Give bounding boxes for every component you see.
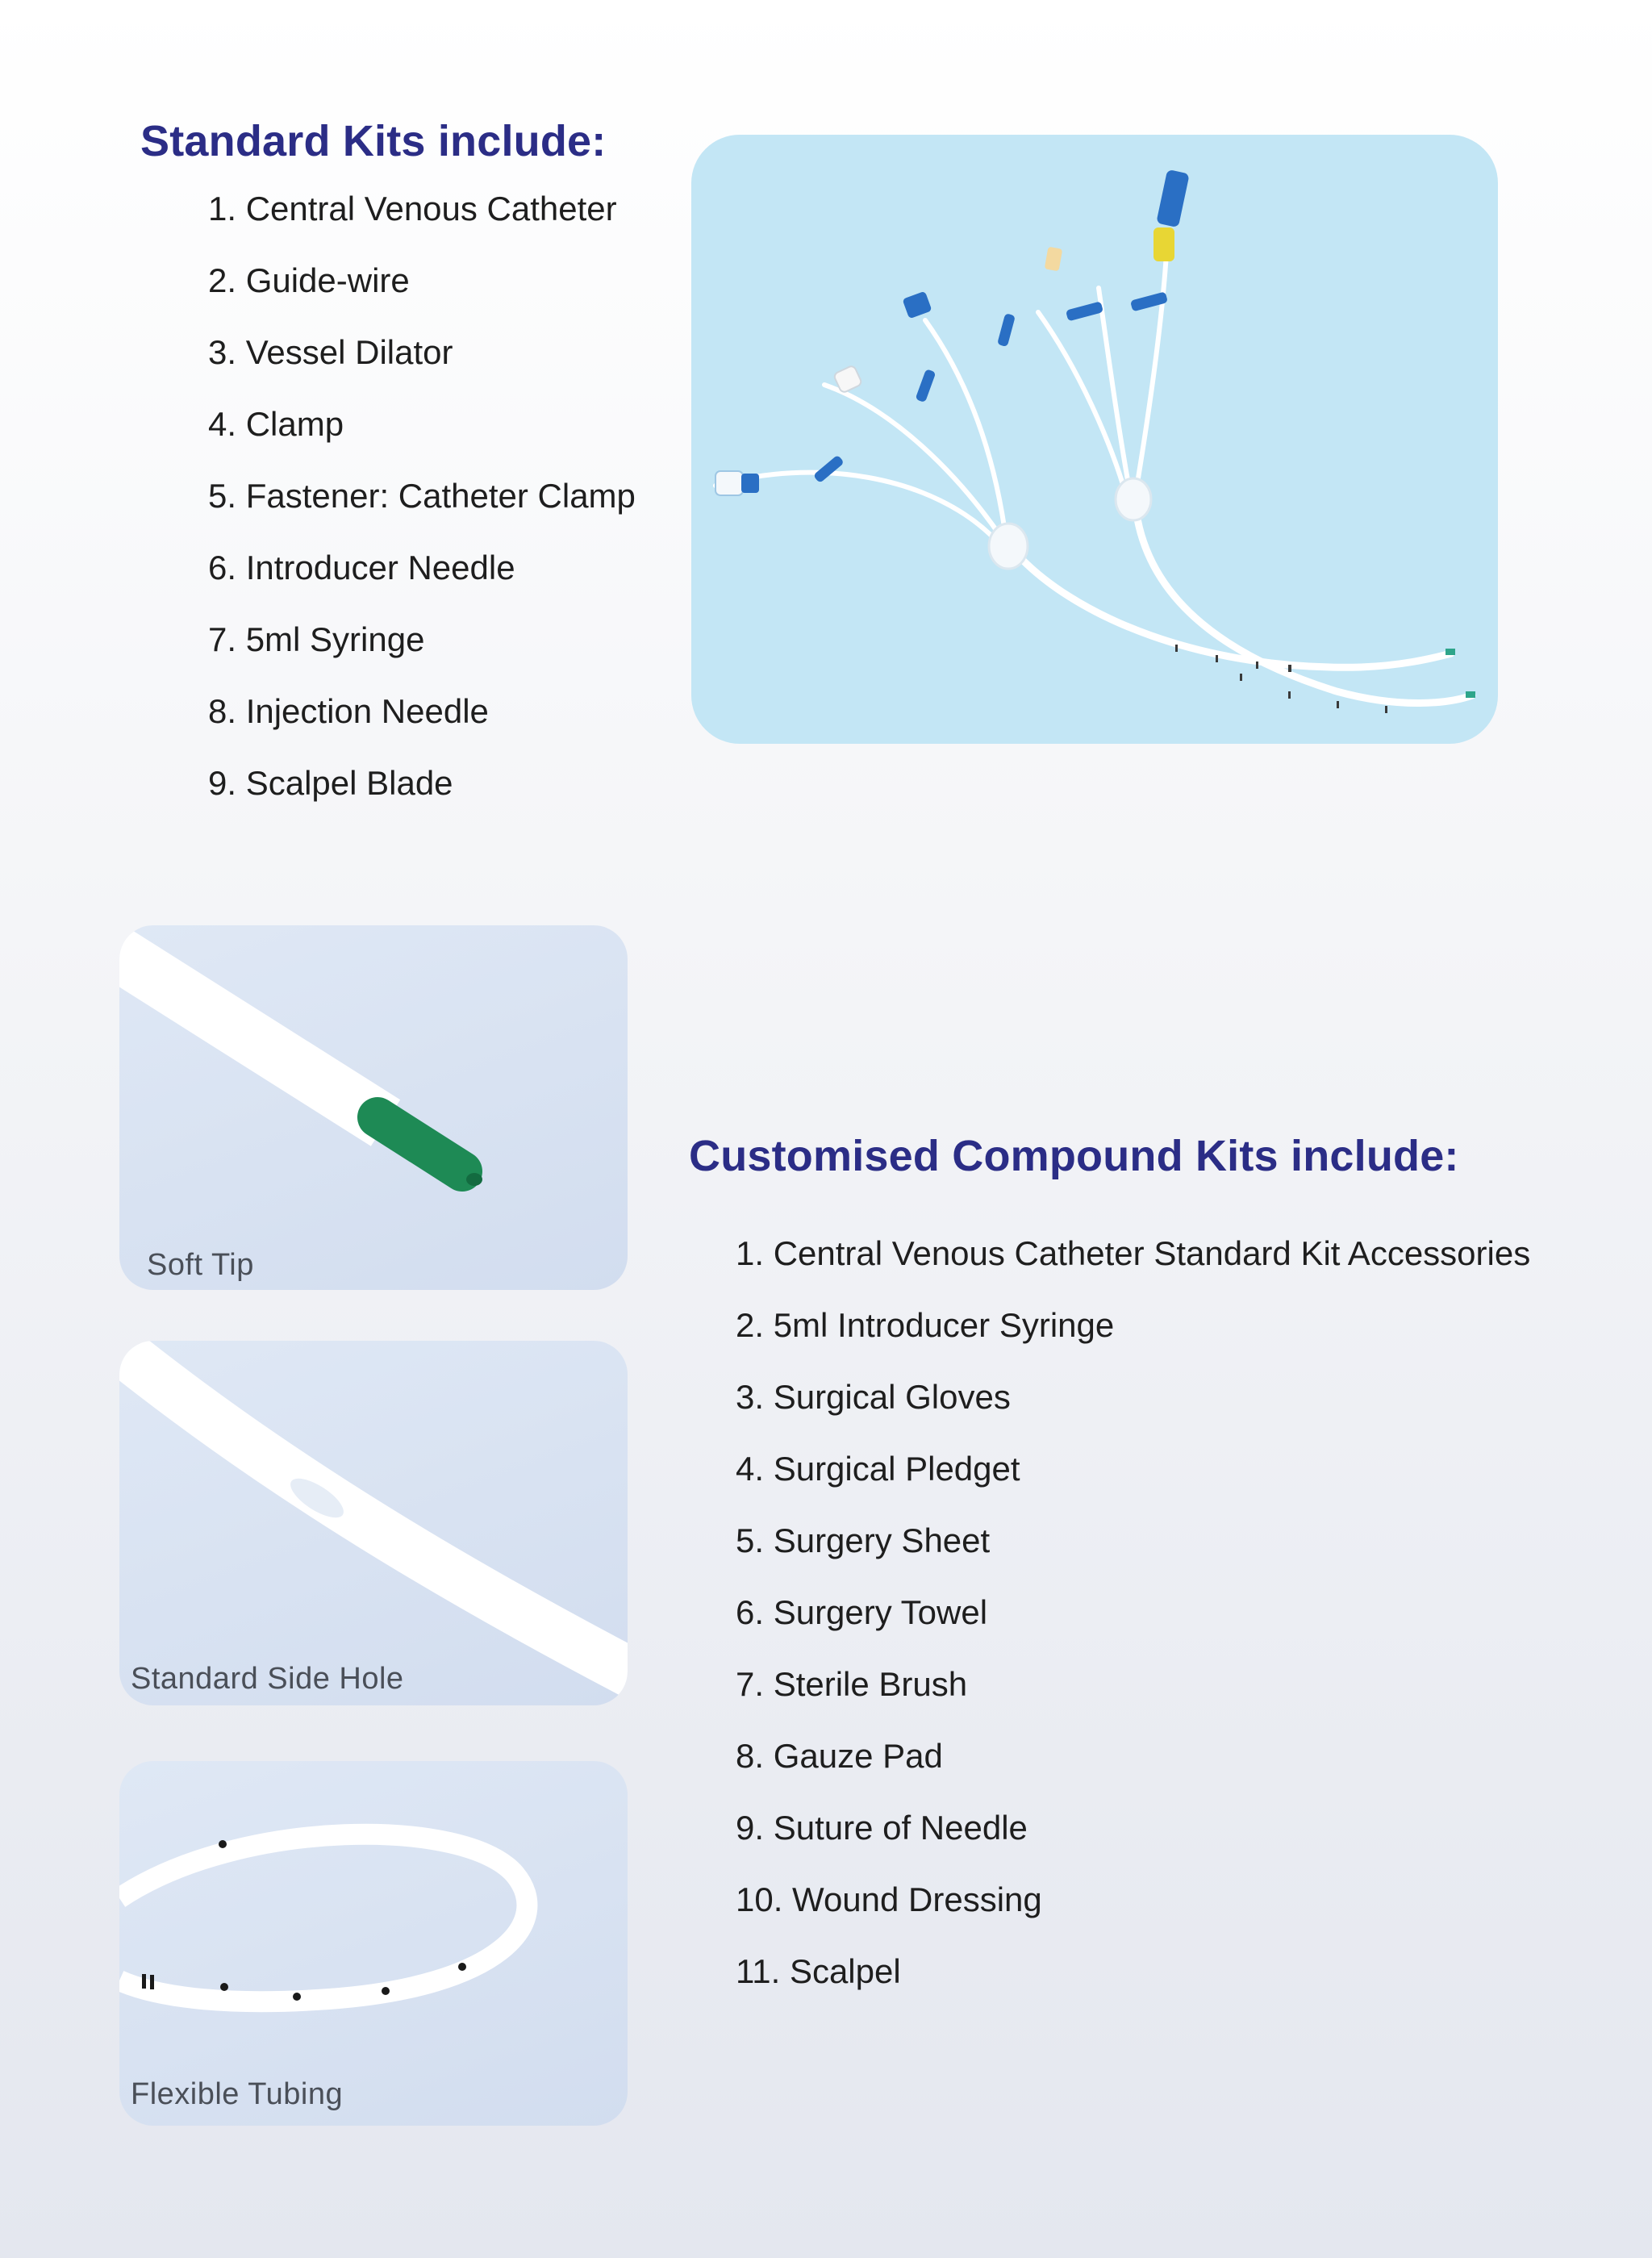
list-item: 10. Wound Dressing	[736, 1880, 1042, 1918]
list-item: 9. Suture of Needle	[736, 1809, 1028, 1847]
list-item: 5. Fastener: Catheter Clamp	[208, 477, 636, 515]
standard-kits-title: Standard Kits include:	[140, 117, 607, 165]
soft-tip-caption: Soft Tip	[147, 1248, 254, 1282]
list-item: 6. Surgery Towel	[736, 1593, 988, 1631]
catheter-kit-photo	[691, 135, 1498, 744]
list-item: 7. Sterile Brush	[736, 1665, 968, 1703]
side-hole-photo	[119, 1341, 628, 1705]
list-item: 3. Vessel Dilator	[208, 333, 453, 371]
list-item: 2. 5ml Introducer Syringe	[736, 1306, 1115, 1344]
flexible-tubing-photo	[119, 1761, 628, 2126]
catheter-illustration	[691, 135, 1498, 744]
list-item: 6. Introducer Needle	[208, 549, 515, 586]
list-item: 4. Clamp	[208, 405, 344, 443]
compound-kits-title: Customised Compound Kits include:	[689, 1132, 1459, 1180]
list-item: 2. Guide-wire	[208, 261, 410, 299]
list-item: 1. Central Venous Catheter	[208, 190, 617, 227]
compound-kits-list	[736, 1217, 1530, 2007]
list-item: 4. Surgical Pledget	[736, 1450, 1020, 1488]
flexible-tubing-caption: Flexible Tubing	[131, 2077, 344, 2111]
side-hole-caption: Standard Side Hole	[131, 1662, 404, 1696]
list-item: 1. Central Venous Catheter Standard Kit Accessories	[736, 1234, 1531, 1272]
list-item: 3. Surgical Gloves	[736, 1378, 1011, 1416]
flexible-tubing-illustration	[119, 1761, 628, 2126]
side-hole-illustration	[119, 1341, 628, 1705]
list-item: 11. Scalpel	[736, 1952, 901, 1990]
standard-kits-list	[208, 173, 636, 819]
list-item: 8. Gauze Pad	[736, 1737, 943, 1775]
list-item: 5. Surgery Sheet	[736, 1521, 991, 1559]
list-item: 8. Injection Needle	[208, 692, 489, 730]
list-item: 9. Scalpel Blade	[208, 764, 453, 802]
soft-tip-photo	[119, 925, 628, 1290]
soft-tip-illustration	[119, 925, 628, 1290]
list-item: 7. 5ml Syringe	[208, 620, 425, 658]
